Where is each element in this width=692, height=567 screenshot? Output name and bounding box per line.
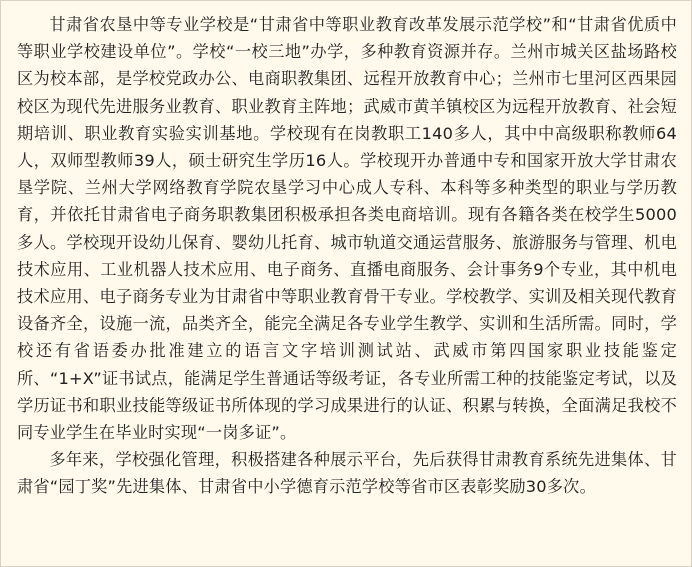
article-body <box>17 11 677 501</box>
paragraph-honors: 多年来，学校强化管理，积极搭建各种展示平台，先后获得甘肃教育系统先进集体、甘肃省“园丁奖”先进集体、甘肃省中小学德育示范学校等省市区表彰奖励30多次。 <box>17 450 677 497</box>
paragraph-intro: 甘肃省农垦中等专业学校是“甘肃省中等职业教育改革发展示范学校”和“甘肃省优质中等职业学校建设单位”。学校“一校三地”办学，多种教育资源并存。兰州市城关区盐场路校区为校本部，是学校党政办公、电商职教集团、远程开放教育中心；兰州市七里河区西果园校区为现代先进服务业教育、职业教育主阵地；武威市黄羊镇校区为远程开放教育、社会短期培训、职业教育实验实训基地。学校现有在岗教职工140多人，其中中高级职称教师64人，双师型教师39人，硕士研究生学历16人。学校现开办普通中专和国家开放大学甘肃农垦学院、兰州大学网络教育学院农垦学习中心成人专科、本科等多种类型的职业与学历教育，并依托甘肃省电子商务职教集团积极承担各类电商培训。现有各籍各类在校学生5000多人。学校现开设幼儿保育、婴幼儿托育、城市轨道交通运营服务、旅游服务与管理、机电技术应用、工业机器人技术应用、电子商务、直播电商服务、会计事务9个专业，其中机电技术应用、电子商务专业为甘肃省中等职业教育骨干专业。学校教学、实训及相关现代教育设备齐全，设施一流，品类齐全，能完全满足各专业学生教学、实训和生活所需。同时，学校还有省语委办批准建立的语言文字培训测试站、武威市第四国家职业技能鉴定所、“1+X”证书试点，能满足学生普通话等级考证，各专业所需工种的技能鉴定考试，以及学历证书和职业技能等级证书所体现的学习成果进行的认证、积累与转换，全面满足我校不同专业学生在毕业时实现“一岗多证”。 <box>17 15 677 443</box>
